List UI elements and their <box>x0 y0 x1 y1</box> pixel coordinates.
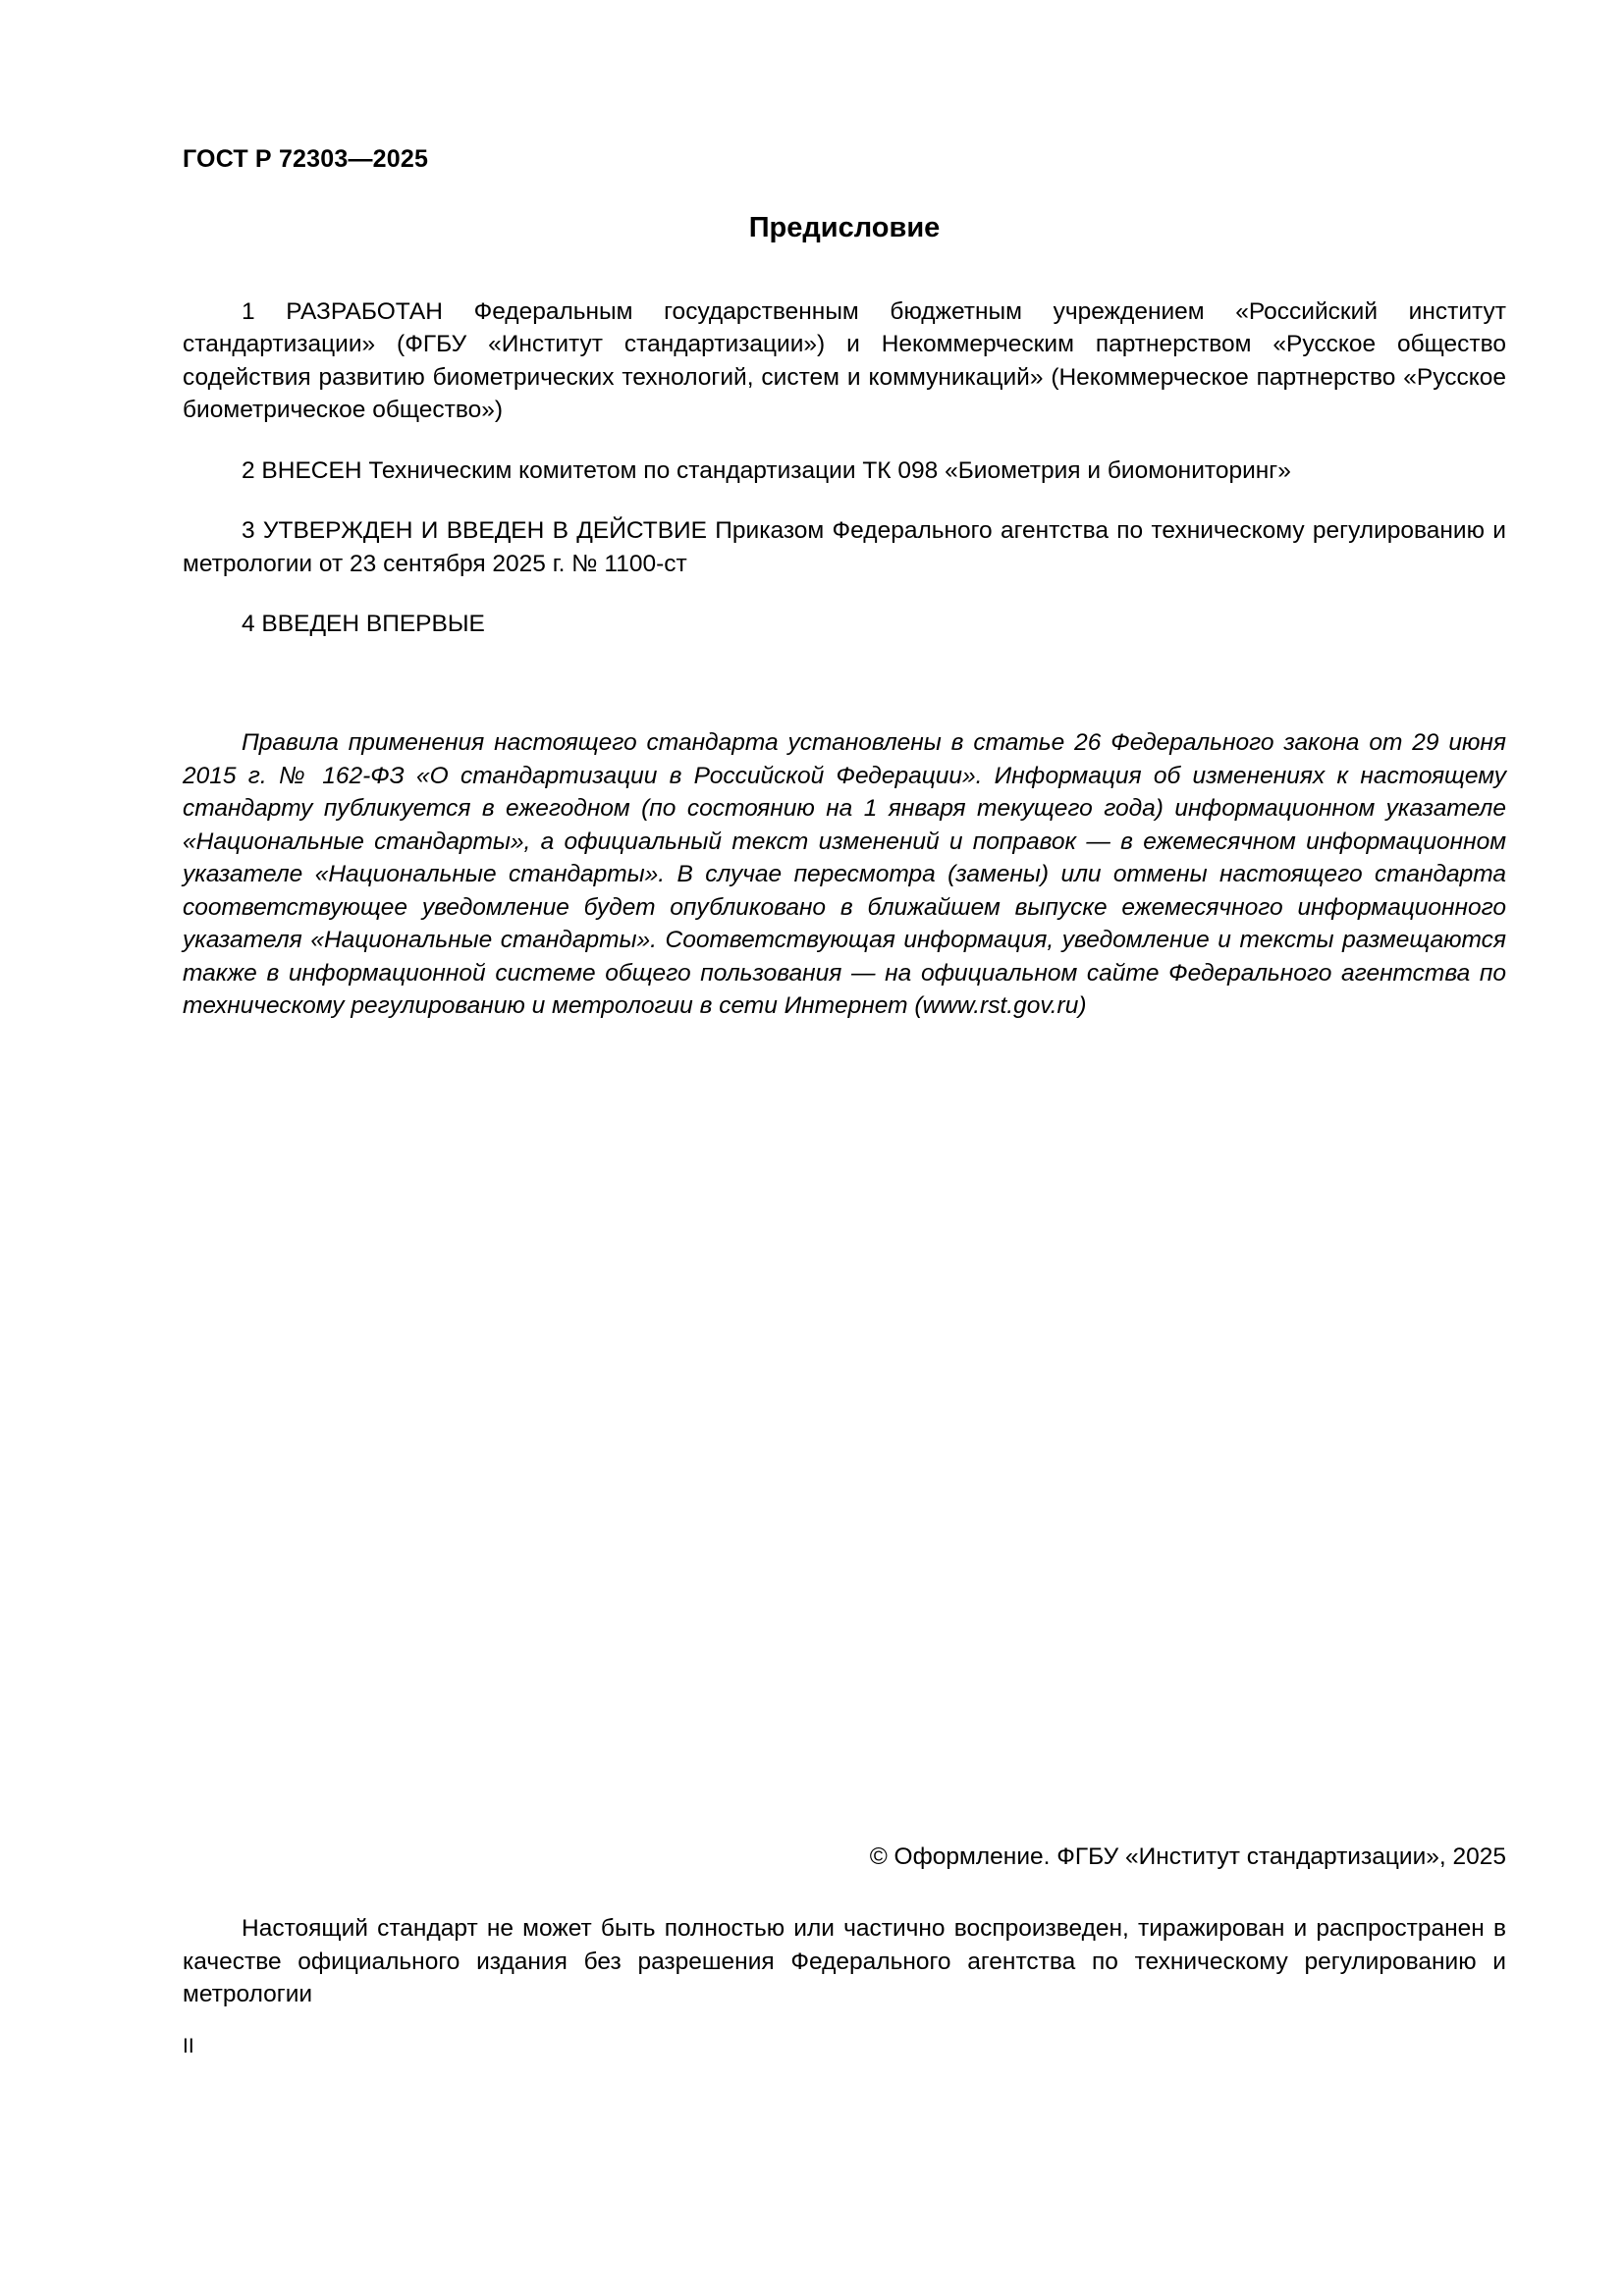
application-rules-notice: Правила применения настоящего стандарта установлены в статье 26 Федерального закона от 29 июня 2015 г. № 162-ФЗ «О стандартизации в Российской Федерации». Информация об изменениях к настоящему стандарту публикуется в ежегодном (по состоянию на 1 января текущего года) информационном указателе «Национальные стандарты», а официальный текст изменений и поправок — в ежемесячном информационном указателе «Национальные стандарты». В случае пересмотра (замены) или отмены настоящего стандарта соответствующее уведомление будет опубликовано в ближайшем выпуске ежемесячного информационного указателя «Национальные стандарты». Соответствующая информация, уведомление и тексты размещаются также в информационной системе общего пользования — на официальном сайте Федерального агентства по техническому регулированию и метрологии в сети Интернет (www.rst.gov.ru) <box>183 729 1506 1019</box>
reproduction-restriction-note: Настоящий стандарт не может быть полностью или частично воспроизведен, тиражирован и распространен в качестве официального издания без разрешения Федерального агентства по техническому регулированию и метрологии <box>183 1915 1506 2007</box>
clause-item: 1 РАЗРАБОТАН Федеральным государственным бюджетным учреждением «Российский институт стандартизации» (ФГБУ «Институт стандартизации») и Некоммерческим партнерством «Русское общество содействия развитию биометрических технологий, систем и коммуникаций» (Некоммерческое партнерство «Русское биометрическое общество») <box>183 297 1506 423</box>
clause-item: 3 УТВЕРЖДЕН И ВВЕДЕН В ДЕЙСТВИЕ Приказом Федерального агентства по техническому регулированию и метрологии от 23 сентября 2025 г. № 1100-ст <box>183 517 1506 577</box>
clause-list <box>183 271 1506 641</box>
page-title: Предисловие <box>748 212 941 243</box>
page-number: II <box>183 2035 194 2057</box>
copyright-line: © Оформление. ФГБУ «Институт стандартизации», 2025 <box>869 1843 1506 1870</box>
clause-item: 4 ВВЕДЕН ВПЕРВЫЕ <box>242 611 485 637</box>
clause-item: 2 ВНЕСЕН Техническим комитетом по стандартизации ТК 098 «Биометрия и биомониторинг» <box>242 456 1291 484</box>
standard-code-header: ГОСТ Р 72303—2025 <box>183 145 429 173</box>
